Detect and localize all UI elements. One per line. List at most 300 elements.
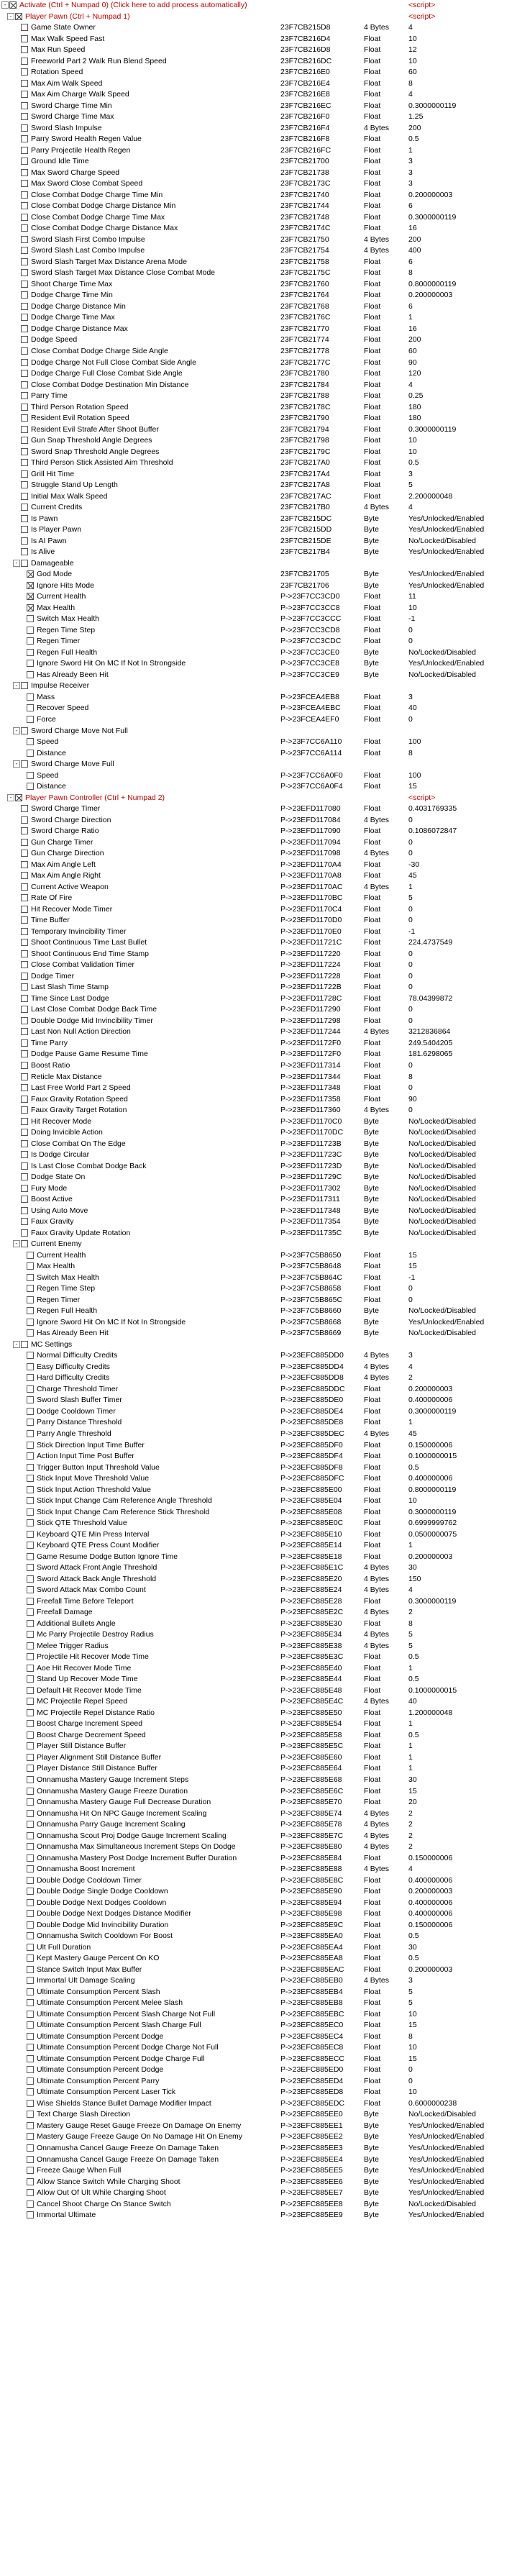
value-cell[interactable]: 0.400000006 xyxy=(408,1474,453,1483)
active-checkbox[interactable] xyxy=(21,1028,28,1035)
table-row[interactable] xyxy=(0,1283,517,1295)
value-cell[interactable]: 10 xyxy=(408,1496,417,1506)
active-checkbox[interactable] xyxy=(27,1464,34,1471)
active-checkbox[interactable] xyxy=(21,46,28,53)
table-row[interactable] xyxy=(0,658,517,670)
value-cell[interactable]: 1 xyxy=(408,1752,413,1762)
active-checkbox[interactable] xyxy=(21,404,28,411)
script-header-row[interactable] xyxy=(0,12,517,23)
collapse-toggle[interactable]: - xyxy=(13,1240,20,1247)
script-header-row[interactable] xyxy=(0,0,517,12)
table-row[interactable] xyxy=(0,904,517,916)
value-cell[interactable]: 0.3000000119 xyxy=(408,1507,457,1516)
value-cell[interactable]: 40 xyxy=(408,704,417,713)
active-checkbox[interactable] xyxy=(21,370,28,377)
active-checkbox[interactable] xyxy=(27,2033,34,2040)
active-checkbox[interactable] xyxy=(27,1564,34,1571)
active-checkbox[interactable] xyxy=(21,1196,28,1203)
table-row[interactable] xyxy=(0,982,517,993)
value-cell[interactable]: 100 xyxy=(408,737,421,747)
table-row[interactable] xyxy=(0,1853,517,1865)
active-checkbox[interactable] xyxy=(21,1140,28,1147)
value-cell[interactable]: 0.5 xyxy=(408,458,419,468)
value-cell[interactable]: 2.200000048 xyxy=(408,491,453,501)
active-checkbox[interactable] xyxy=(21,147,28,154)
value-cell[interactable]: -30 xyxy=(408,860,420,869)
table-row[interactable] xyxy=(0,1864,517,1875)
active-checkbox[interactable] xyxy=(21,336,28,343)
active-checkbox[interactable] xyxy=(27,1497,34,1504)
active-checkbox[interactable] xyxy=(27,1631,34,1638)
value-cell[interactable]: 180 xyxy=(408,402,421,411)
table-row[interactable] xyxy=(0,837,517,849)
table-row[interactable] xyxy=(0,781,517,793)
active-checkbox[interactable] xyxy=(27,1821,34,1828)
value-cell[interactable]: 10 xyxy=(408,447,417,456)
active-checkbox[interactable] xyxy=(27,593,34,600)
active-checkbox[interactable] xyxy=(21,426,28,433)
table-row[interactable] xyxy=(0,491,517,503)
value-cell[interactable]: 0.150000006 xyxy=(408,1920,453,1929)
value-cell[interactable]: Yes/Unlocked/Enabled xyxy=(408,2132,485,2142)
value-cell[interactable]: 8 xyxy=(408,268,413,278)
value-cell[interactable]: 10 xyxy=(408,34,417,43)
table-row[interactable] xyxy=(0,290,517,301)
value-cell[interactable]: 100 xyxy=(408,770,421,780)
table-row[interactable] xyxy=(0,1975,517,1987)
table-row[interactable] xyxy=(0,1652,517,1663)
active-checkbox[interactable] xyxy=(27,1810,34,1817)
group-header-row[interactable] xyxy=(0,1239,517,1250)
value-cell[interactable]: 6 xyxy=(408,201,413,211)
table-row[interactable] xyxy=(0,2042,517,2054)
active-checkbox[interactable] xyxy=(27,637,34,645)
active-checkbox[interactable] xyxy=(21,191,28,199)
value-cell[interactable]: Yes/Unlocked/Enabled xyxy=(408,2144,485,2152)
active-checkbox[interactable] xyxy=(21,224,28,232)
active-checkbox[interactable] xyxy=(27,1486,34,1493)
value-cell[interactable]: 0 xyxy=(408,715,413,724)
active-checkbox[interactable] xyxy=(27,649,34,656)
value-cell[interactable]: 4 xyxy=(408,1865,413,1874)
value-cell[interactable]: 10 xyxy=(408,56,417,65)
active-checkbox[interactable] xyxy=(21,1162,28,1170)
table-row[interactable] xyxy=(0,547,517,558)
value-cell[interactable]: 1 xyxy=(408,1541,413,1550)
value-cell[interactable]: Yes/Unlocked/Enabled xyxy=(408,659,485,668)
table-row[interactable] xyxy=(0,514,517,525)
value-cell[interactable]: 0.5 xyxy=(408,1652,419,1662)
active-checkbox[interactable] xyxy=(27,1977,34,1984)
active-checkbox[interactable] xyxy=(27,1776,34,1783)
value-cell[interactable]: 2 xyxy=(408,1608,413,1617)
active-checkbox[interactable] xyxy=(21,169,28,176)
value-cell[interactable]: 5 xyxy=(408,1987,413,1996)
active-checkbox[interactable] xyxy=(27,1665,34,1672)
value-cell[interactable]: 0 xyxy=(408,1295,413,1304)
table-row[interactable] xyxy=(0,1261,517,1273)
table-row[interactable] xyxy=(0,893,517,904)
table-row[interactable] xyxy=(0,123,517,135)
value-cell[interactable]: 0.3000000119 xyxy=(408,1596,457,1606)
value-cell[interactable]: No/Locked/Disabled xyxy=(408,2199,476,2208)
value-cell[interactable]: 4 xyxy=(408,380,413,389)
table-row[interactable] xyxy=(0,368,517,380)
active-checkbox[interactable] xyxy=(21,1185,28,1192)
value-cell[interactable]: No/Locked/Disabled xyxy=(408,1306,476,1316)
active-checkbox[interactable] xyxy=(21,448,28,455)
table-row[interactable] xyxy=(0,1083,517,1094)
table-row[interactable] xyxy=(0,2087,517,2098)
value-cell[interactable]: 40 xyxy=(408,1697,417,1706)
value-cell[interactable]: -1 xyxy=(408,614,416,624)
value-cell[interactable]: 0.200000003 xyxy=(408,1552,453,1561)
table-row[interactable] xyxy=(0,1206,517,1217)
active-checkbox[interactable] xyxy=(21,872,28,879)
table-row[interactable] xyxy=(0,391,517,402)
active-checkbox[interactable] xyxy=(27,1575,34,1583)
value-cell[interactable]: 200 xyxy=(408,335,421,345)
value-cell[interactable]: 45 xyxy=(408,871,417,880)
active-checkbox[interactable] xyxy=(21,973,28,980)
table-row[interactable] xyxy=(0,2009,517,2021)
table-row[interactable] xyxy=(0,882,517,893)
active-checkbox[interactable] xyxy=(27,1698,34,1705)
active-checkbox[interactable] xyxy=(27,1742,34,1749)
active-checkbox[interactable] xyxy=(21,124,28,132)
value-cell[interactable]: 8 xyxy=(408,1072,413,1081)
table-row[interactable] xyxy=(0,380,517,391)
value-cell[interactable]: 3 xyxy=(408,1976,413,1985)
active-checkbox[interactable] xyxy=(27,1854,34,1862)
active-checkbox[interactable] xyxy=(27,772,34,779)
value-cell[interactable]: 0.200000003 xyxy=(408,190,453,199)
table-row[interactable] xyxy=(0,1942,517,1954)
value-cell[interactable]: 1 xyxy=(408,1764,413,1773)
active-checkbox[interactable] xyxy=(27,1307,34,1314)
active-checkbox[interactable] xyxy=(27,2088,34,2095)
value-cell[interactable]: 0.3000000119 xyxy=(408,424,457,434)
value-cell[interactable]: 5 xyxy=(408,893,413,903)
table-row[interactable] xyxy=(0,358,517,369)
active-checkbox[interactable] xyxy=(27,1954,34,1962)
active-checkbox[interactable] xyxy=(27,2200,34,2208)
active-checkbox[interactable] xyxy=(27,1553,34,1560)
active-checkbox[interactable] xyxy=(27,1419,34,1426)
active-checkbox[interactable] xyxy=(21,158,28,165)
table-row[interactable] xyxy=(0,1808,517,1820)
value-cell[interactable]: 30 xyxy=(408,1563,417,1573)
active-checkbox[interactable] xyxy=(21,1218,28,1225)
active-checkbox[interactable] xyxy=(21,1341,28,1348)
active-checkbox[interactable] xyxy=(21,961,28,968)
active-checkbox[interactable] xyxy=(27,783,34,790)
value-cell[interactable]: 0 xyxy=(408,949,413,958)
collapse-toggle[interactable]: - xyxy=(13,682,20,689)
active-checkbox[interactable] xyxy=(27,1966,34,1973)
value-cell[interactable]: 0.200000003 xyxy=(408,1384,453,1393)
value-cell[interactable]: Yes/Unlocked/Enabled xyxy=(408,2121,485,2130)
active-checkbox[interactable] xyxy=(27,1999,34,2006)
value-cell[interactable]: 0 xyxy=(408,815,413,824)
active-checkbox[interactable] xyxy=(27,2156,34,2163)
value-cell[interactable]: Yes/Unlocked/Enabled xyxy=(408,2188,485,2198)
active-checkbox[interactable] xyxy=(27,1754,34,1761)
table-row[interactable] xyxy=(0,279,517,291)
value-cell[interactable]: 150 xyxy=(408,1574,421,1583)
table-row[interactable] xyxy=(0,190,517,201)
active-checkbox[interactable] xyxy=(27,1531,34,1538)
value-cell[interactable]: No/Locked/Disabled xyxy=(408,670,476,679)
value-cell[interactable]: No/Locked/Disabled xyxy=(408,1150,476,1160)
table-row[interactable] xyxy=(0,1574,517,1585)
table-row[interactable] xyxy=(0,770,517,782)
table-row[interactable] xyxy=(0,737,517,748)
active-checkbox[interactable] xyxy=(21,861,28,868)
value-cell[interactable]: 0 xyxy=(408,1016,413,1025)
value-cell[interactable]: 180 xyxy=(408,414,421,423)
value-cell[interactable]: 30 xyxy=(408,1775,417,1784)
table-row[interactable] xyxy=(0,324,517,335)
value-cell[interactable]: 8 xyxy=(408,1619,413,1628)
value-cell[interactable]: No/Locked/Disabled xyxy=(408,1173,476,1182)
active-checkbox[interactable] xyxy=(21,1173,28,1180)
value-cell[interactable]: 249.5404205 xyxy=(408,1038,453,1047)
table-row[interactable] xyxy=(0,1786,517,1798)
value-cell[interactable]: 15 xyxy=(408,782,417,791)
active-checkbox[interactable] xyxy=(21,269,28,276)
table-row[interactable] xyxy=(0,1161,517,1173)
table-row[interactable] xyxy=(0,2165,517,2177)
table-row[interactable] xyxy=(0,1920,517,1931)
table-row[interactable] xyxy=(0,1384,517,1396)
table-row[interactable] xyxy=(0,1440,517,1452)
active-checkbox[interactable] xyxy=(21,303,28,310)
active-checkbox[interactable] xyxy=(21,560,28,567)
active-checkbox[interactable] xyxy=(21,35,28,42)
table-row[interactable] xyxy=(0,2188,517,2199)
table-row[interactable] xyxy=(0,2020,517,2031)
active-checkbox[interactable] xyxy=(21,24,28,31)
active-checkbox[interactable] xyxy=(27,1319,34,1326)
value-cell[interactable]: 4 xyxy=(408,503,413,512)
active-checkbox[interactable] xyxy=(27,1843,34,1850)
value-cell[interactable]: 0 xyxy=(408,983,413,992)
active-checkbox[interactable] xyxy=(21,214,28,221)
table-row[interactable] xyxy=(0,1317,517,1329)
active-checkbox[interactable] xyxy=(21,80,28,87)
value-cell[interactable]: No/Locked/Disabled xyxy=(408,1183,476,1193)
active-checkbox[interactable] xyxy=(21,839,28,846)
active-checkbox[interactable] xyxy=(21,1050,28,1057)
active-checkbox[interactable] xyxy=(21,68,28,76)
table-row[interactable] xyxy=(0,413,517,424)
value-cell[interactable]: No/Locked/Disabled xyxy=(408,1206,476,1215)
value-cell[interactable]: 60 xyxy=(408,68,417,77)
active-checkbox[interactable] xyxy=(27,1352,34,1359)
value-cell[interactable]: 0.400000006 xyxy=(408,1909,453,1919)
table-row[interactable] xyxy=(0,937,517,949)
group-header-row[interactable] xyxy=(0,759,517,770)
table-row[interactable] xyxy=(0,1663,517,1675)
table-row[interactable] xyxy=(0,1518,517,1529)
table-row[interactable] xyxy=(0,134,517,145)
value-cell[interactable]: Yes/Unlocked/Enabled xyxy=(408,525,485,534)
value-cell[interactable]: 5 xyxy=(408,1641,413,1650)
table-row[interactable] xyxy=(0,435,517,447)
active-checkbox[interactable] xyxy=(27,2066,34,2073)
value-cell[interactable]: Yes/Unlocked/Enabled xyxy=(408,2166,485,2175)
table-row[interactable] xyxy=(0,569,517,581)
active-checkbox[interactable] xyxy=(21,381,28,388)
active-checkbox[interactable] xyxy=(27,1274,34,1281)
table-row[interactable] xyxy=(0,502,517,514)
table-row[interactable] xyxy=(0,2121,517,2132)
table-row[interactable] xyxy=(0,1462,517,1474)
active-checkbox[interactable] xyxy=(27,1675,34,1683)
active-checkbox[interactable] xyxy=(27,570,34,578)
value-cell[interactable]: 1 xyxy=(408,1719,413,1729)
value-cell[interactable]: Yes/Unlocked/Enabled xyxy=(408,2154,485,2164)
value-cell[interactable]: 6 xyxy=(408,301,413,311)
table-row[interactable] xyxy=(0,45,517,56)
collapse-toggle[interactable]: - xyxy=(13,1341,20,1348)
table-row[interactable] xyxy=(0,89,517,101)
value-cell[interactable]: 0.4031769335 xyxy=(408,804,457,814)
table-row[interactable] xyxy=(0,826,517,837)
value-cell[interactable]: No/Locked/Disabled xyxy=(408,1329,476,1338)
table-row[interactable] xyxy=(0,235,517,246)
active-checkbox[interactable] xyxy=(15,794,22,801)
value-cell[interactable]: 400 xyxy=(408,246,421,255)
table-row[interactable] xyxy=(0,2143,517,2154)
value-cell[interactable]: -1 xyxy=(408,1273,416,1282)
active-checkbox[interactable] xyxy=(27,1877,34,1884)
table-row[interactable] xyxy=(0,1228,517,1239)
value-cell[interactable]: 0.5 xyxy=(408,1675,419,1684)
table-row[interactable] xyxy=(0,111,517,123)
table-row[interactable] xyxy=(0,268,517,279)
table-row[interactable] xyxy=(0,603,517,614)
table-row[interactable] xyxy=(0,447,517,458)
table-row[interactable] xyxy=(0,1273,517,1284)
active-checkbox[interactable] xyxy=(21,135,28,142)
active-checkbox[interactable] xyxy=(27,1475,34,1482)
active-checkbox[interactable] xyxy=(27,2111,34,2118)
active-checkbox[interactable] xyxy=(27,2011,34,2018)
active-checkbox[interactable] xyxy=(21,459,28,466)
value-cell[interactable]: 0 xyxy=(408,1284,413,1293)
value-cell[interactable]: 0.400000006 xyxy=(408,1396,453,1405)
table-row[interactable] xyxy=(0,34,517,45)
table-row[interactable] xyxy=(0,312,517,324)
value-cell[interactable]: <script> xyxy=(408,793,436,802)
table-row[interactable] xyxy=(0,56,517,68)
value-cell[interactable]: 0.8000000119 xyxy=(408,279,457,288)
value-cell[interactable]: 2 xyxy=(408,1373,413,1383)
active-checkbox[interactable] xyxy=(27,1329,34,1337)
table-row[interactable] xyxy=(0,1596,517,1608)
table-row[interactable] xyxy=(0,1998,517,2009)
table-row[interactable] xyxy=(0,156,517,168)
active-checkbox[interactable] xyxy=(27,1542,34,1549)
table-row[interactable] xyxy=(0,1027,517,1038)
table-row[interactable] xyxy=(0,257,517,268)
active-checkbox[interactable] xyxy=(21,102,28,109)
table-row[interactable] xyxy=(0,1473,517,1485)
table-row[interactable] xyxy=(0,2199,517,2211)
active-checkbox[interactable] xyxy=(27,1865,34,1872)
active-checkbox[interactable] xyxy=(21,493,28,500)
value-cell[interactable]: 4 xyxy=(408,23,413,32)
active-checkbox[interactable] xyxy=(27,2100,34,2107)
value-cell[interactable]: 16 xyxy=(408,224,417,233)
table-row[interactable] xyxy=(0,2031,517,2043)
active-checkbox[interactable] xyxy=(21,939,28,946)
table-row[interactable] xyxy=(0,927,517,938)
active-checkbox[interactable] xyxy=(27,1720,34,1727)
active-checkbox[interactable] xyxy=(27,1932,34,1939)
value-cell[interactable]: 0.200000003 xyxy=(408,291,453,300)
active-checkbox[interactable] xyxy=(21,1240,28,1247)
value-cell[interactable]: 8 xyxy=(408,2031,413,2041)
value-cell[interactable]: 90 xyxy=(408,358,417,367)
value-cell[interactable]: No/Locked/Disabled xyxy=(408,2110,476,2119)
active-checkbox[interactable] xyxy=(27,627,34,634)
table-row[interactable] xyxy=(0,1607,517,1619)
value-cell[interactable]: 8 xyxy=(408,748,413,757)
active-checkbox[interactable] xyxy=(27,1252,34,1259)
value-cell[interactable]: 0 xyxy=(408,904,413,914)
collapse-toggle[interactable]: - xyxy=(1,1,9,9)
table-row[interactable] xyxy=(0,1842,517,1853)
active-checkbox[interactable] xyxy=(21,816,28,824)
table-row[interactable] xyxy=(0,1696,517,1708)
table-row[interactable] xyxy=(0,168,517,179)
active-checkbox[interactable] xyxy=(21,805,28,812)
value-cell[interactable]: 15 xyxy=(408,1262,417,1271)
active-checkbox[interactable] xyxy=(27,1408,34,1415)
active-checkbox[interactable] xyxy=(27,750,34,757)
value-cell[interactable]: 78.04399872 xyxy=(408,993,453,1003)
value-cell[interactable]: 0 xyxy=(408,916,413,925)
active-checkbox[interactable] xyxy=(27,582,34,589)
table-row[interactable] xyxy=(0,1417,517,1429)
table-row[interactable] xyxy=(0,581,517,592)
active-checkbox[interactable] xyxy=(21,916,28,924)
value-cell[interactable]: 0 xyxy=(408,625,413,634)
table-row[interactable] xyxy=(0,1127,517,1139)
value-cell[interactable]: 0.5 xyxy=(408,1462,419,1472)
active-checkbox[interactable] xyxy=(21,291,28,299)
value-cell[interactable]: 0.150000006 xyxy=(408,1853,453,1862)
table-row[interactable] xyxy=(0,714,517,726)
table-row[interactable] xyxy=(0,1619,517,1630)
table-row[interactable] xyxy=(0,480,517,491)
table-row[interactable] xyxy=(0,1908,517,1920)
table-row[interactable] xyxy=(0,1105,517,1116)
table-row[interactable] xyxy=(0,1049,517,1060)
active-checkbox[interactable] xyxy=(21,504,28,511)
table-row[interactable] xyxy=(0,703,517,714)
value-cell[interactable]: 0 xyxy=(408,2065,413,2075)
table-row[interactable] xyxy=(0,1953,517,1965)
table-row[interactable] xyxy=(0,1362,517,1373)
value-cell[interactable]: 0.400000006 xyxy=(408,1898,453,1907)
table-row[interactable] xyxy=(0,1641,517,1652)
table-row[interactable] xyxy=(0,1139,517,1150)
table-row[interactable] xyxy=(0,1719,517,1730)
